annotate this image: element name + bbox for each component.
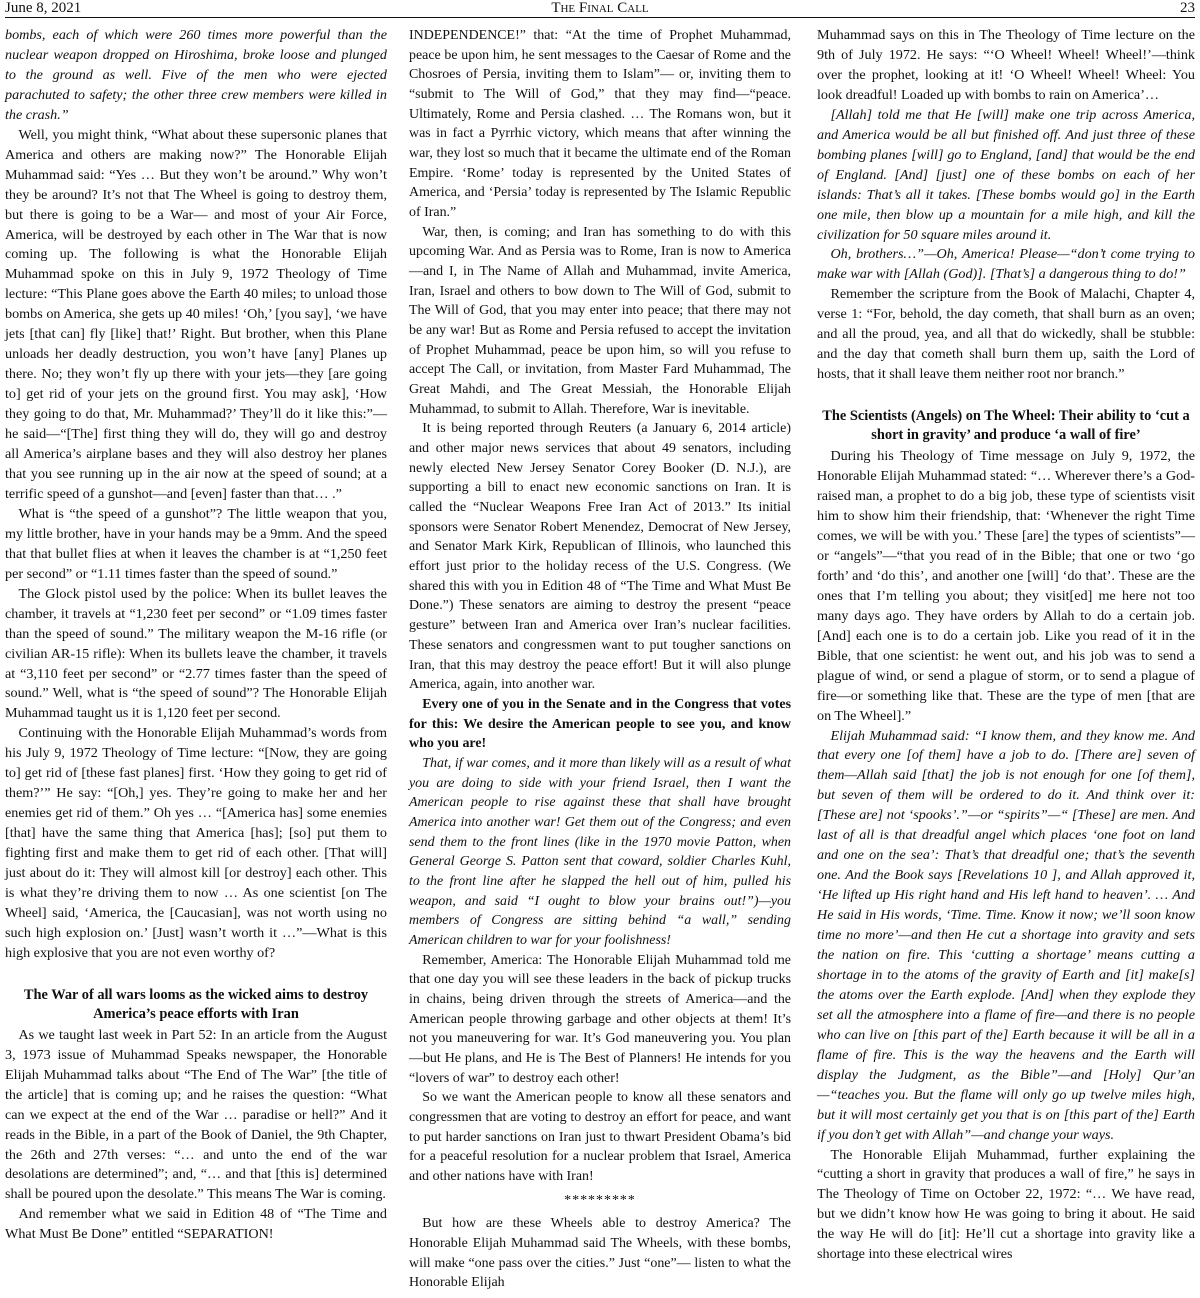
paragraph: So we want the American people to know all these senators and congressmen that are voting to destroy an effort for peace, and want to put harder sanctions on Iran just to thwart President Obama’s bid for a peaceful resolution for a nuclear problem that Israel, America and other nations have with Iran! [409,1090,791,1184]
paragraph: Every one of you in the Senate and in the Congress that votes for this: We desire the American people to see you, and know who you are! [409,696,791,752]
paragraph: Oh, brothers…”—Oh, America! Please—“don’t come trying to make war with [Allah (God)]. [That’s] a dangerous thing to do!” [817,246,1195,283]
column-1 [5,26,387,1245]
paragraph: The Glock pistol used by the police: When its bullet leaves the chamber, it travels at “1,230 feet per second” or “1.09 times faster than the speed of sound.” The military weapon the M-16 rifle (or civilian AR-15 rifle): When its bullets leave the chamber, it travels at “3,110 feet per second” or “2.77 times faster than the speed of sound.” Well, what is “the speed of sound”? The Honorable Elijah Muhammad taught us it is 1,120 feet per second. [5,585,387,722]
column-2 [409,26,791,1293]
paragraph: INDEPENDENCE!” that: “At the time of Prophet Muhammad, peace be upon him, he sent messages to the Caesar of Rome and the Chosroes of Persia, inviting them to Islam”— or, inviting them to “submit to The Will of God,” that they may find—“peace. Ultimately, Rome and Persia clashed. … The Romans won, but it was in fact a Pyrrhic victory, which means that after winning the war, they lost so much that it became the ultimate end of the Roman Empire. ‘Rome’ today is represented by the United States of America, and ‘Persia’ today is represented by The Islamic Republic of Iran.” [409,28,791,221]
spacer [5,964,387,980]
paragraph: Muhammad says on this in The Theology of Time lecture on the 9th of July 1972. He says: “‘O Wheel! Wheel! Wheel!’—think over the prophet, looking at it! ‘O Wheel! Wheel! Wheel: You look dreadful! Loaded up with bombs to rain on America’… [817,27,1195,103]
paragraph: What is “the speed of a gunshot”? The little weapon that you, my little brother, have in your hands may be a 9mm. And the speed that that bullet flies at when it leaves the chamber is at “1,250 feet per second” or “1.11 times faster than the speed of sound.” [5,505,387,582]
spacer [817,385,1195,401]
paragraph: It is being reported through Reuters (a January 6, 2014 article) and other major news services that about 49 senators, including newly elected New Jersey Senator Corey Booker (D. N.J.), are supporting a bill to enact new economic sanctions on Iran. It is called the “Nuclear Weapons Free Iran Act of 2013.” Its initial sponsors were Senator Robert Menendez, Democrat of New Jersey, and Senator Mark Kirk, Republican of Illinois, who launched this effort just prior to the holiday recess of the U.S. Congress. (We shared this with you in Edition 48 of “The Time and What Must Be Done.”) These senators are aiming to destroy the present “peace gesture” between Iran and America over Iran’s nuclear facilities. These senators and congressmen want to put tougher sanctions on Iran, that this may destroy the peace effort! But it will also plunge America, again, into another war. [409,421,791,693]
paragraph: Continuing with the Honorable Elijah Muhammad’s words from his July 9, 1972 Theology of Time lecture: “[Now, they are going to] get rid of [these fast planes] first. ‘How they going to get rid of them?’” He say: “[Oh,] yes. They’re going to make her and her enemies get rid of them.” Oh yes … “[America has] some enemies [that] have the same thing that America [has]; [so] put them to fighting first and make them to get rid of each other. [That will] just about do it: They will almost kill [or destroy] each other. This is what they’re driving them to now … As one scientist [on The Wheel] said, ‘America, the [Caucasian], was not worth using no such high explosion on.’ [Just] wasn’t worth it …”—What is this high explosive that you are not even worthy of? [5,725,387,961]
paragraph: That, if war comes, and it more than likely will as a result of what you are doing to side with your friend Israel, then I want the American people to rise against these that shall have brought America into another war! Get them out of the Congress; and even send them to the front lines (like in the 1970 movie Patton, when General George S. Patton sent that coward, soldier Charles Kuhl, to the front line after he slapped the hell out of him, pulled his weapon, and said “I ought to blow your brains out!”)—you members of Congress are sitting behind “a wall,” sending American children to war for your foolishness! [409,755,791,948]
paragraph: [Allah] told me that He [will] make one trip across America, and America would be all but finished off. And just three of these bombing planes [will] go to England, [and] that would be the end of England. [And] [just] one of these bombs on each of her islands: That’s all it takes. [These bombs would go] in the Earth one mile, then blow up a mountain for a mile high, and kill the civilization for 50 square miles around it. [817,106,1195,243]
paragraph: And remember what we said in Edition 48 of “The Time and What Must Be Done” entitled “SEPARATION! [5,1206,387,1243]
section-heading: The War of all wars looms as the wicked aims to destroy America’s peace efforts with Iran [23,986,369,1022]
paragraph: Elijah Muhammad said: “I know them, and they know me. And that every one [of them] have a job to do. [There are] seven of them—Allah said [that] the job is not enough for one [of them], but seven of them will be ordered to do it. And think over it: [These are] not ‘spooks’.”—or “spirits”—“ [These] are men. And last of all is that dreadful angel which places ‘one foot on land and one on the sea’: That’s that dreadful one; that’s the seventh one. And the Book says [Revelations 10 ], and Allah approved it, ‘He lifted up His right hand and His left hand to heaven’. … And He said in His words, ‘Time. Time. Know it now; we’ll soon know time no more’—and then He cut a shortage into gravity and sets the nation on fire. This ‘cutting a shortage’ means cutting a shortage in to the atoms of the gravity of Earth and [it] make[s] the atoms over the Earth explode. [And] when they explode they set all the atmosphere into a flame of fire—and there is no people who can live on [this part of the] Earth because it will be all in a flame of fire. This is the way the heavens and the Earth will display the Judgment, as the Bible”—and [Holy] Qur’an—“teaches you. But the flame will only go up twelve miles high, but it will most certainly get you that is on [this part of the] Earth if you don’t get with Allah”—and change your ways. [817,727,1195,1143]
paragraph: Well, you might think, “What about these supersonic planes that America and others are making now?” The Honorable Elijah Muhammad said: “Yes … But they won’t be around.” Why won’t they be around? It’s not that The Wheel is going to destroy them, but there is going to be a War— and most of your Air Force, America, will be destroyed by each other in The War that is now coming up. The following is what the Honorable Elijah Muhammad spoke on this in July 9, 1972 Theology of Time lecture: “This Plane goes above the Earth 40 miles; to unload those bombs on America, she gets up 40 miles! ‘Oh,’ [you say], ‘we have jets [that can] fly [like] that!’ Right. But brother, when this Plane unloads her deadly destruction, you won’t have [any] Planes up there. No; they won’t fly up there with your jets—they [are going to] get rid of your jets on the ground first. You may ask], ‘How they going to do that, Mr. Muhammad?’ They’ll do it like this:”—he said—“[The] first thing they will do, they will go and destroy all America’s airplane bases and they will also destroy her planes that you see running up in the air now at the speed of sound; at a terrific speed of a gunshot—and [even] faster than that… .” [5,126,387,502]
paragraph: Remember the scripture from the Book of Malachi, Chapter 4, verse 1: “For, behold, the day cometh, that shall burn as an oven; and all the proud, yea, and all that do wickedly, shall be stubble: and the day that cometh shall burn them up, saith the Lord of hosts, that it shall leave them neither root nor branch.” [817,286,1195,383]
paragraph: As we taught last week in Part 52: In an article from the August 3, 1973 issue of Muhammad Speaks newspaper, the Honorable Elijah Muhammad talks about “The End of The War” [the title of the article] that is coming up; and he raises the question: “What can we expect at the end of the War … paradise or hell?” And it reads in the Bible, in a part of the Book of Daniel, the 9th Chapter, the 26th and 27th verses: “… and unto the end of the war desolations are determined”; and, “… and that [this is] determined shall be poured upon the desolate.” This means The War is coming. [5,1026,387,1203]
page-number: 23 [1180,0,1195,16]
page-header [5,0,1195,18]
paragraph: War, then, is coming; and Iran has something to do with this upcoming War. And as Persia was to Rome, Iran is now to America—and I, in The Name of Allah and Muhammad, invite America, Iran, Israel and others to bow down to The Will of God, submit to The Will of God, that you may enter into peace; that there may not be any war! But as Rome and Persia refused to accept the invitation of Prophet Muhammad, peace be upon him, so will you refuse to accept The Call, or invitation, from Master Fard Muhammad, The Great Mahdi, and The Great Messiah, the Honorable Elijah Muhammad, to submit to Allah. Therefore, War is inevitable. [409,224,791,417]
column-3 [817,26,1195,1265]
section-heading: The Scientists (Angels) on The Wheel: Their ability to ‘cut a short in gravity’ and produce ‘a wall of fire’ [822,408,1190,444]
paragraph: bombs, each of which were 260 times more powerful than the nuclear weapon dropped on Hiroshima, broke loose and plunged to the ground as well. Five of the men who were ejected parachuted to safety; the other three crew members were killed in the crash.” [5,27,387,123]
paragraph: The Honorable Elijah Muhammad, further explaining the “cutting a short in gravity that produces a wall of fire,” he says in The Theology of Time on October 22, 1972: “… We have read, but we didn’t know how He was going to bring it about. He said the way He will do [it]: He’ll cut a shortage into gravity like a shortage into these electrical wires [817,1146,1195,1263]
issue-date: June 8, 2021 [5,0,82,16]
paragraph: But how are these Wheels able to destroy America? The Honorable Elijah Muhammad said The Wheels, with these bombs, will make “one pass over the cities.” Just “one”— listen to what the Honorable Elijah [409,1216,791,1291]
paragraph: Remember, America: The Honorable Elijah Muhammad told me that one day you will see these leaders in the back of pickup trucks in chains, being driven through the streets of America—and the American people throwing garbage and other objects at them! It’s not you maneuvering for war. It’s God maneuvering you. You plan—but He plans, and He is The Best of Planners! He intends for you “lovers of war” to destroy each other! [409,952,791,1086]
paragraph: During his Theology of Time message on July 9, 1972, the Honorable Elijah Muhammad stated: “… Wherever there’s a God-raised man, a prophet to do a big job, these type of scientists visit him to show him their friendship, that: ‘Whenever the right Time comes, we will be with you.’ These [are] the types of scientists”—or “angels”—“that you read of in the Bible; that one or two ‘go forth’ and ‘do this’, and another one [will] ‘do that’. These are the ones that I’m telling you about; they visit[ed] me here not too many days ago. They have orders by Allah to do a certain job. [And] each one is to do a certain job. Like you read of it in the Bible, that one scientist: he went out, and his job was to send a plague of wind, or send a plague of storm, or to send a plague of fire—or something like that. These are the type of men [that are on The Wheel].” [817,448,1195,724]
section-divider: ********* [564,1192,636,1208]
publication-name: The Final Call [551,0,649,16]
